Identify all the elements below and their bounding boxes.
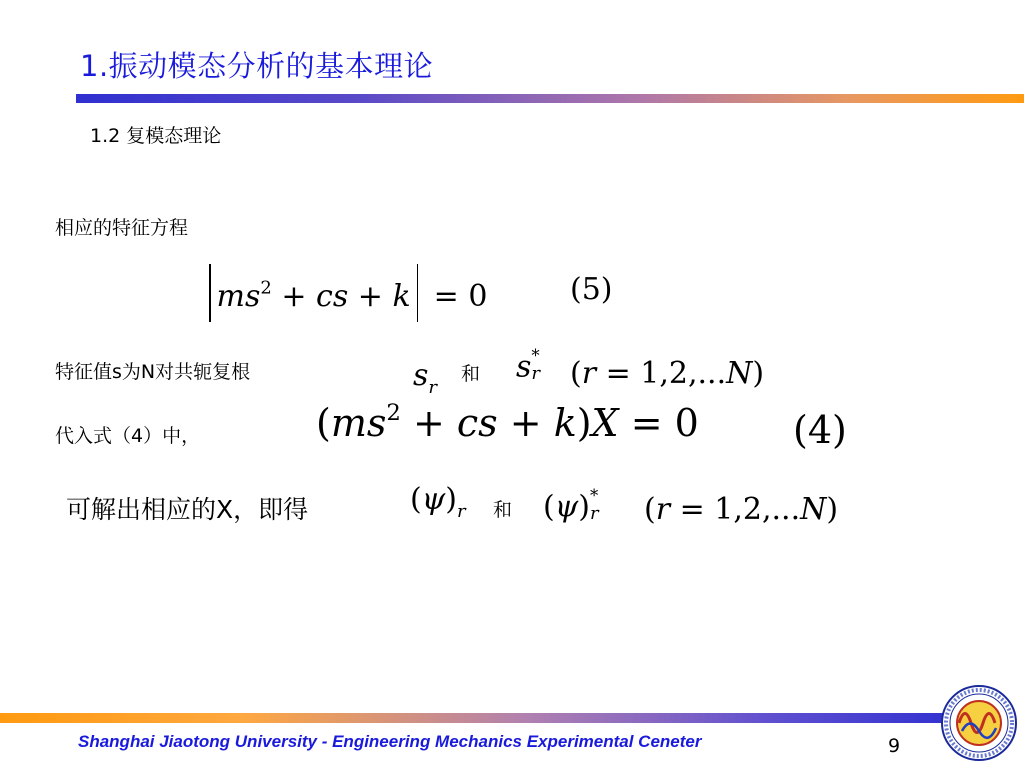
solution-label: 可解出相应的X，即得 [66,495,309,524]
eigenvalue-sr-conjugate: s * r [516,346,541,385]
footer-bar [0,713,960,723]
eigenvalue-label: 特征值s为N对共轭复根 [55,361,251,383]
conjunction-and-2: 和 [493,499,513,521]
page-number: 9 [888,735,901,757]
eigenvalue-sr: $s_r$ [413,358,438,399]
characteristic-equation-label: 相应的特征方程 [55,217,189,239]
mode-shape-psi-r: $(\psi)_r$ [410,482,466,523]
slide-title: 1.振动模态分析的基本理论 [80,49,434,83]
index-range-2: (r = 1,2,...N) [644,492,839,527]
equation-number-4: (4) [793,408,847,452]
footer-text: Shanghai Jiaotong University - Engineering Mechanics Experimental Ceneter [78,732,702,751]
section-subtitle: 1.2 复模态理论 [90,125,222,147]
research-group-seal-icon [940,684,1018,762]
mode-shape-psi-r-conjugate: (ψ) * r [543,486,599,525]
characteristic-equation: $ms^2$ + cs + k = 0 [203,264,487,322]
index-range: (r = 1,2,...N) [570,356,765,391]
equation-4: ($ms^2$ + cs + k)X = 0 [316,400,699,445]
title-underline-bar [76,94,1024,103]
equation-number-5: (5) [570,272,613,307]
substitution-label: 代入式（4）中， [55,425,201,447]
conjunction-and: 和 [461,363,481,385]
